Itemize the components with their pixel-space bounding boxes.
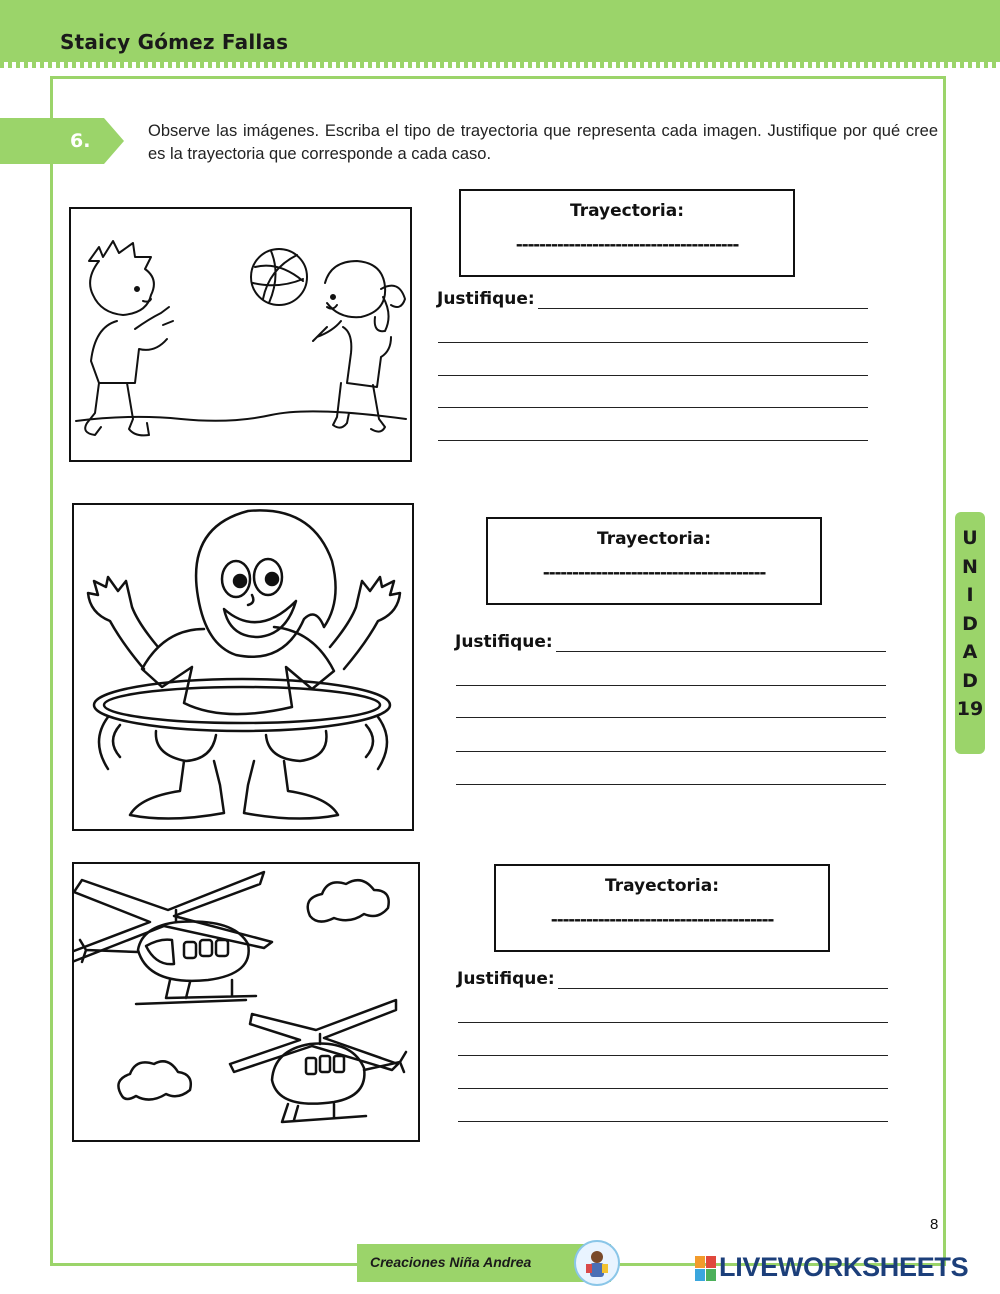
- author-name: Staicy Gómez Fallas: [60, 30, 289, 54]
- answer-line[interactable]: [456, 685, 886, 686]
- answer-line[interactable]: [456, 717, 886, 718]
- unit-letter: N: [962, 555, 978, 578]
- unit-side-tab-letters: [955, 524, 985, 724]
- trayectoria-label: Trayectoria:: [569, 201, 685, 221]
- credit-banner: [357, 1244, 611, 1282]
- unit-letter: D: [962, 612, 978, 635]
- justifique-label: Justifique:: [437, 289, 535, 309]
- answer-line[interactable]: [456, 751, 886, 752]
- unit-letter: U: [962, 527, 978, 549]
- answer-line[interactable]: [458, 1121, 888, 1122]
- exercise-instruction: Observe las imágenes. Escriba el tipo de trayectoria que representa cada imagen. Justifique por qué cree es la trayectoria que corresponde a cada caso.: [148, 122, 938, 163]
- exercise-number-tab: [0, 118, 124, 164]
- answer-line[interactable]: [458, 1055, 888, 1056]
- answer-line[interactable]: [456, 784, 886, 785]
- trayectoria-box-3: [494, 864, 830, 952]
- liveworksheets-brand-text: LIVEWORKSHEETS: [719, 1252, 969, 1282]
- page-number: 8: [930, 1216, 939, 1233]
- trayectoria-label: Trayectoria:: [604, 876, 720, 896]
- justifique-label: Justifique:: [455, 632, 553, 652]
- unit-side-tab: [955, 512, 985, 754]
- unit-letter: D: [962, 669, 978, 692]
- header-dotted-edge: [0, 62, 1000, 68]
- image-helicopters: [72, 862, 420, 1142]
- answer-line[interactable]: [538, 308, 868, 309]
- unit-number: 19: [956, 698, 984, 720]
- liveworksheets-squares-icon: [695, 1256, 717, 1282]
- answer-line[interactable]: [438, 342, 868, 343]
- answer-line[interactable]: [558, 988, 888, 989]
- answer-line[interactable]: [438, 375, 868, 376]
- trayectoria-box-1: [459, 189, 795, 277]
- trayectoria-answer-blank[interactable]: --------------------------------------: [550, 910, 774, 930]
- exercise-number: 6.: [70, 130, 91, 152]
- trayectoria-box-2: [486, 517, 822, 605]
- image-kids-ball: [69, 207, 412, 462]
- answer-line[interactable]: [458, 1022, 888, 1023]
- answer-line[interactable]: [438, 440, 868, 441]
- answer-line[interactable]: [458, 1088, 888, 1089]
- answer-line[interactable]: [438, 407, 868, 408]
- unit-letter: I: [966, 584, 974, 606]
- justifique-label: Justifique:: [457, 969, 555, 989]
- image-girl-hula-hoop: [72, 503, 414, 831]
- answer-line[interactable]: [556, 651, 886, 652]
- unit-letter: A: [962, 641, 978, 663]
- trayectoria-answer-blank[interactable]: --------------------------------------: [515, 235, 739, 255]
- credit-logo-icon: [574, 1240, 620, 1286]
- credit-text: Creaciones Niña Andrea: [370, 1254, 532, 1270]
- trayectoria-answer-blank[interactable]: --------------------------------------: [542, 563, 766, 583]
- trayectoria-label: Trayectoria:: [596, 529, 712, 549]
